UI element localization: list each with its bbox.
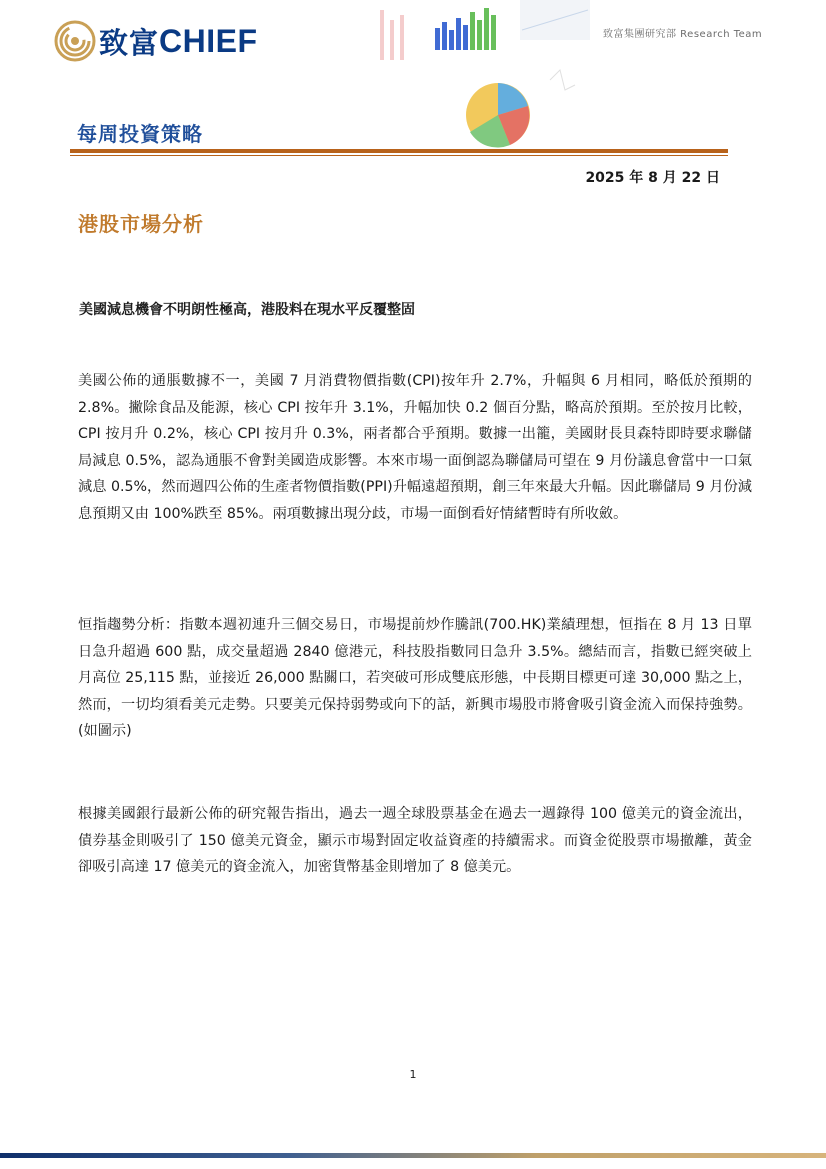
chief-swirl-logo-icon [54,20,96,62]
body-paragraph: 美國公佈的通脹數據不一，美國 7 月消費物價指數(CPI)按年升 2.7%，升幅與 6 月相同，略低於預期的 2.8%。撇除食品及能源，核心 CPI 按年升 3.1%，升幅加快 0.2 個百分點，略高於預期。至於按月比較，CPI 按月升 0.2%，核心 CPI 按月升 0.3%，兩者都合乎預期。數據一出籠，美國財長貝森特即時要求聯儲局減息 0.5%，認為通脹不會對美國造成影響。本來市場一面倒認為聯儲局可望在 9 月份議息會當中一口氣減息 0.5%，然而週四公佈的生產者物價指數(PPI)升幅遠超預期，創三年來最大升幅。因此聯儲局 9 月份減息預期又由 100%跌至 85%。兩項數據出現分歧，市場一面倒看好情緒暫時有所收斂。 [78,373,752,522]
title-divider-thin [70,155,728,156]
footer-bar [0,1153,826,1158]
section-heading: 港股市場分析 [78,212,204,236]
title-divider [70,149,728,153]
body-paragraph: 恒指趨勢分析：指數本週初連升三個交易日，市場提前炒作騰訊(700.HK)業績理想，恒指在 8 月 13 日單日急升超過 600 點，成交量超過 2840 億港元，科技股指數同日急升 3.5%。總結而言，指數已經突破上月高位 25,115 點，並接近 26,000 點關口，若突破可形成雙底形態，中長期目標更可達 30,000 點之上，然而，一切均須看美元走勢。只要美元保持弱勢或向下的話，新興市場股市將會吸引資金流入而保持強勢。(如圖示) [78,617,752,739]
page-number: 1 [409,1068,417,1081]
decorative-chart-background [350,0,600,150]
article-headline: 美國減息機會不明朗性極高，港股料在現水平反覆整固 [79,302,415,318]
report-date: 2025 年 8 月 22 日 [585,170,720,186]
chief-logo [54,20,258,62]
logo-english-name: CHIEF [159,22,258,59]
body-paragraph: 根據美國銀行最新公佈的研究報告指出，過去一週全球股票基金在過去一週錄得 100 億美元的資金流出，債券基金則吸引了 150 億美元資金，顯示市場對固定收益資產的持續需求。而資金從股票市場撤離，黃金卻吸引高達 17 億美元的資金流入，加密貨幣基金則增加了 8 億美元。 [78,806,752,875]
logo-chinese-name: 致富 [99,25,160,60]
research-team-label: 致富集團研究部 Research Team [603,29,763,40]
document-title: 每周投資策略 [77,122,203,146]
